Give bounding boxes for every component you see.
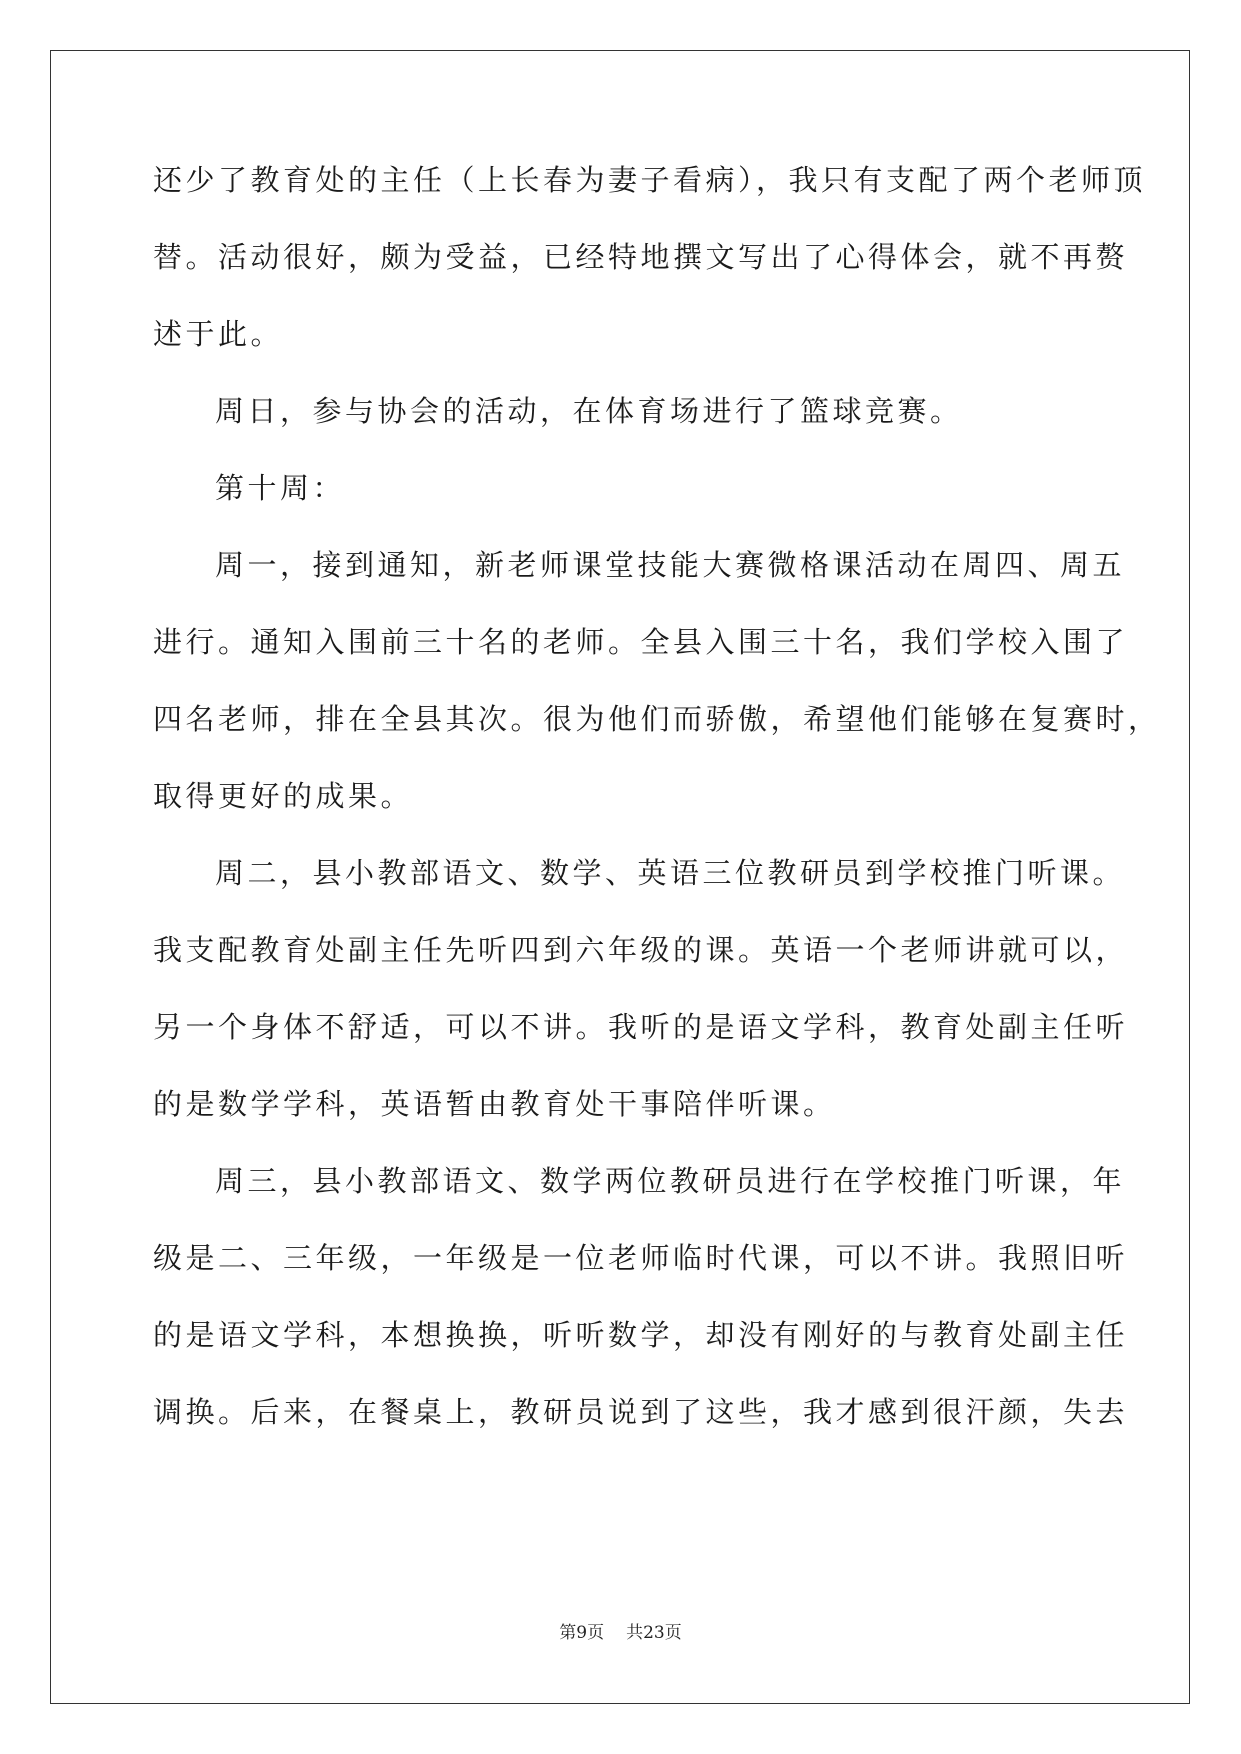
paragraph-first-line: 周二，县小教部语文、数学、英语三位教研员到学校推门听课。 xyxy=(215,856,1126,890)
text-line: 另一个身体不舒适，可以不讲。我听的是语文学科，教育处副主任听 xyxy=(153,1010,1129,1044)
text-line: 取得更好的成果。 xyxy=(153,779,414,813)
paragraph-first-line: 周日，参与协会的活动，在体育场进行了篮球竞赛。 xyxy=(215,394,963,428)
paragraph-first-line: 周一，接到通知，新老师课堂技能大赛微格课活动在周四、周五 xyxy=(215,548,1126,582)
total-pages: 共23页 xyxy=(626,1623,682,1643)
text-line: 的是数学学科，英语暂由教育处干事陪伴听课。 xyxy=(153,1087,836,1121)
section-heading: 第十周： xyxy=(215,471,346,505)
text-line: 我支配教育处副主任先听四到六年级的课。英语一个老师讲就可以， xyxy=(153,933,1129,967)
text-line: 级是二、三年级，一年级是一位老师临时代课，可以不讲。我照旧听 xyxy=(153,1241,1129,1275)
page-number: 第9页 xyxy=(559,1623,605,1643)
text-line: 调换。后来，在餐桌上，教研员说到了这些，我才感到很汗颜，失去 xyxy=(153,1395,1129,1429)
text-line: 进行。通知入围前三十名的老师。全县入围三十名，我们学校入围了 xyxy=(153,625,1129,659)
page-footer xyxy=(0,1618,1241,1643)
text-line: 述于此。 xyxy=(153,317,284,351)
text-line: 四名老师，排在全县其次。很为他们而骄傲，希望他们能够在复赛时， xyxy=(153,702,1161,736)
text-line: 替。活动很好，颇为受益，已经特地撰文写出了心得体会，就不再赘 xyxy=(153,240,1129,274)
text-line: 的是语文学科，本想换换，听听数学，却没有刚好的与教育处副主任 xyxy=(153,1318,1129,1352)
text-line: 还少了教育处的主任（上长春为妻子看病），我只有支配了两个老师顶 xyxy=(153,163,1147,197)
paragraph-first-line: 周三，县小教部语文、数学两位教研员进行在学校推门听课，年 xyxy=(215,1164,1126,1198)
